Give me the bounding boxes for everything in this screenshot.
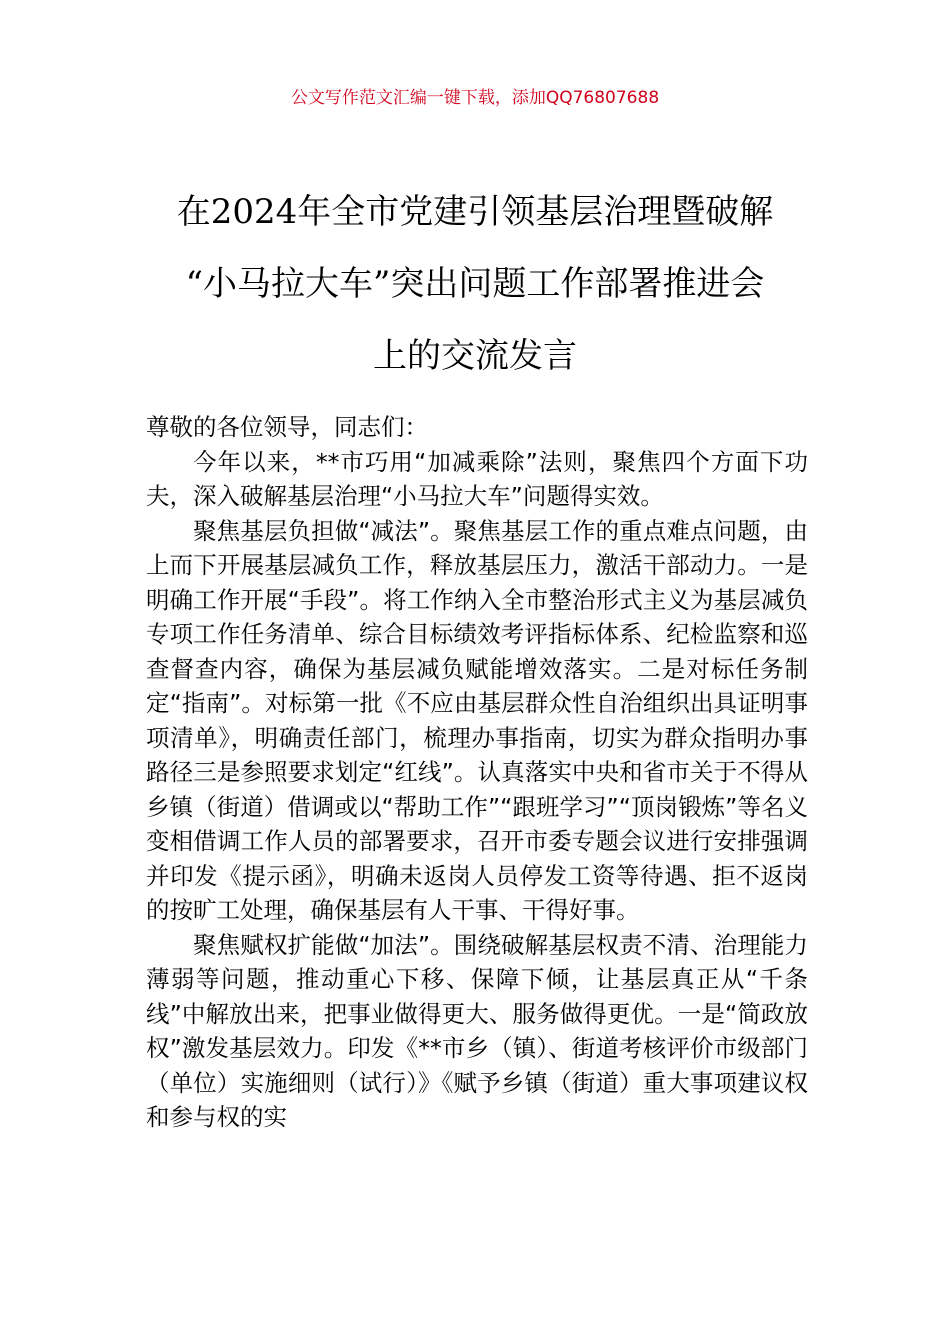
title-line: 上的交流发言 xyxy=(373,336,577,376)
salutation: 尊敬的各位领导，同志们： xyxy=(146,413,428,441)
download-notice: 公文写作范文汇编一键下载，添加QQ76807688 xyxy=(290,88,660,108)
paragraph: 聚焦基层负担做“减法”。聚焦基层工作的重点难点问题，由上而下开展基层减负工作，释放基层压力，激活干部动力。一是明确工作开展“手段”。将工作纳入全市整治形式主义为基层减负专项工作任务清单、综合目标绩效考评指标体系、纪检监察和巡查督查内容，确保为基层减负赋能增效落实。二是对标任务制定“指南”。对标第一批《不应由基层群众性自治组织出具证明事项清单》，明确责任部门，梳理办事指南，切实为群众指明办事路径三是参照要求划定“红线”。认真落实中央和省市关于不得从乡镇（街道）借调或以“帮助工作”“跟班学习”“顶岗锻炼”等名义变相借调工作人员的部署要求，召开市委专题会议进行安排强调并印发《提示函》，明确未返岗人员停发工资等待遇、拒不返岗的按旷工处理，确保基层有人干事、干得好事。 xyxy=(146,516,808,924)
document-body xyxy=(146,410,808,1135)
title-line: 在2024年全市党建引领基层治理暨破解 xyxy=(176,192,774,232)
title-line: “小马拉大车”突出问题工作部署推进会 xyxy=(185,264,765,304)
paragraph: 今年以来，**市巧用“加减乘除”法则，聚焦四个方面下功夫，深入破解基层治理“小马拉大车”问题得实效。 xyxy=(146,447,808,510)
paragraph: 聚焦赋权扩能做“加法”。围绕破解基层权责不清、治理能力薄弱等问题，推动重心下移、保障下倾，让基层真正从“千条线”中解放出来，把事业做得更大、服务做得更优。一是“简政放权”激发基层效力。印发《**市乡（镇）、街道考核评价市级部门（单位）实施细则（试行）》《赋予乡镇（街道）重大事项建议权和参与权的实 xyxy=(146,930,808,1131)
document-title xyxy=(150,176,800,392)
